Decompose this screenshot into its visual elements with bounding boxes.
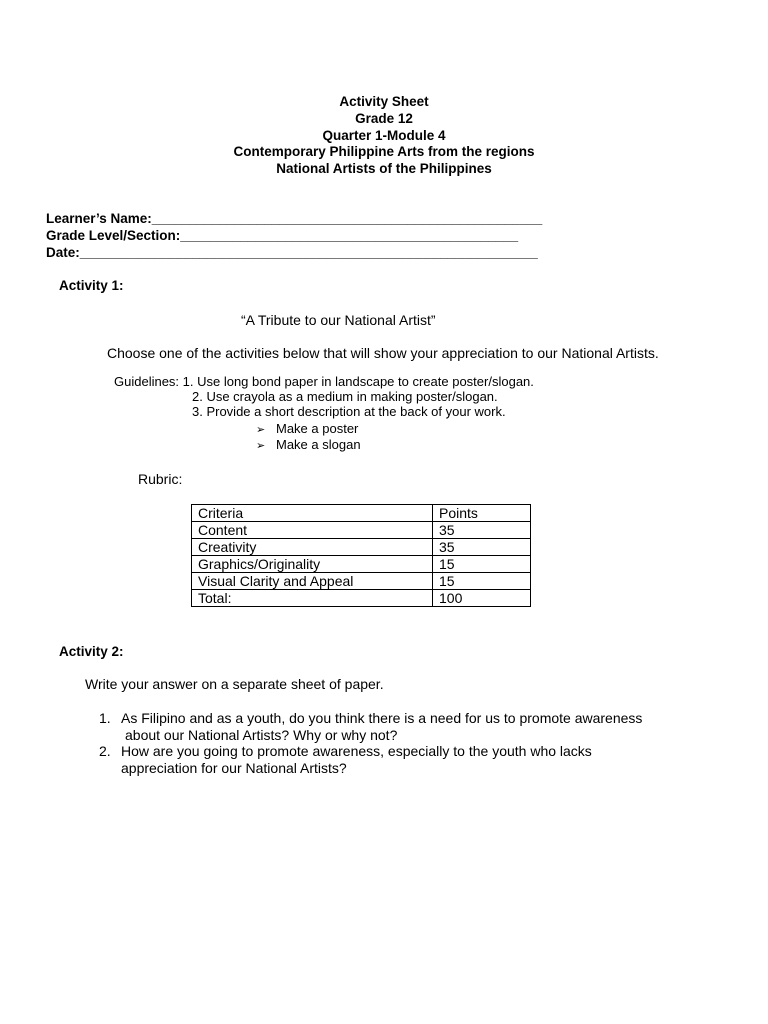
table-row	[192, 539, 531, 556]
rubric-criteria-cell: Creativity	[192, 539, 433, 556]
rubric-table	[191, 504, 531, 607]
activity-2-instruction: Write your answer on a separate sheet of paper.	[85, 676, 384, 692]
rubric-points-cell: 15	[433, 556, 531, 573]
rubric-header-points: Points	[433, 505, 531, 522]
header-topic: National Artists of the Philippines	[276, 161, 492, 177]
guideline-2: 2. Use crayola as a medium in making poster/slogan.	[192, 389, 498, 404]
table-row	[192, 590, 531, 607]
rubric-criteria-cell: Graphics/Originality	[192, 556, 433, 573]
activity-2-heading: Activity 2:	[59, 644, 124, 659]
activity-1-title: “A Tribute to our National Artist”	[241, 312, 436, 328]
activity-1-heading: Activity 1:	[59, 278, 124, 293]
rubric-criteria-cell: Visual Clarity and Appeal	[192, 573, 433, 590]
rubric-points-cell: 35	[433, 539, 531, 556]
question-1	[99, 710, 642, 743]
grade-section-field: Grade Level/Section:_____________________________________________	[46, 228, 519, 243]
rubric-criteria-cell: Content	[192, 522, 433, 539]
header-title: Activity Sheet	[339, 94, 429, 109]
question-text-continued: appreciation for our National Artists?	[121, 759, 347, 776]
choice-label: Make a poster	[276, 421, 359, 436]
document-header	[0, 94, 768, 178]
date-field: Date:_____________________________________________________________	[46, 245, 538, 260]
header-grade: Grade 12	[355, 110, 413, 126]
rubric-label: Rubric:	[138, 471, 183, 487]
table-row	[192, 573, 531, 590]
rubric-points-cell: 100	[433, 590, 531, 607]
question-text-continued: about our National Artists? Why or why not?	[125, 726, 398, 743]
header-module: Quarter 1-Module 4	[322, 127, 446, 143]
guideline-3: 3. Provide a short description at the back of your work.	[192, 404, 506, 419]
choice-slogan	[256, 437, 361, 452]
header-subject: Contemporary Philippine Arts from the regions	[233, 144, 535, 160]
arrow-bullet-icon: ➢	[256, 440, 266, 452]
choice-label: Make a slogan	[276, 437, 361, 452]
rubric-header-criteria: Criteria	[192, 505, 433, 522]
question-number: 1.	[99, 710, 111, 726]
learner-name-field: Learner’s Name:____________________________________________________	[46, 211, 543, 226]
choice-poster	[256, 421, 358, 436]
table-row	[192, 556, 531, 573]
question-text: As Filipino and as a youth, do you think there is a need for us to promote awareness	[121, 710, 643, 726]
rubric-criteria-cell: Total:	[192, 590, 433, 607]
rubric-points-cell: 35	[433, 522, 531, 539]
guideline-1: Guidelines: 1. Use long bond paper in landscape to create poster/slogan.	[114, 374, 534, 389]
question-number: 2.	[99, 743, 111, 759]
rubric-header-row	[192, 505, 531, 522]
arrow-bullet-icon: ➢	[256, 424, 266, 436]
rubric-points-cell: 15	[433, 573, 531, 590]
question-text: How are you going to promote awareness, especially to the youth who lacks	[121, 743, 592, 759]
table-row	[192, 522, 531, 539]
question-2	[99, 743, 592, 776]
activity-1-instruction: Choose one of the activities below that will show your appreciation to our National Artists.	[107, 345, 659, 361]
